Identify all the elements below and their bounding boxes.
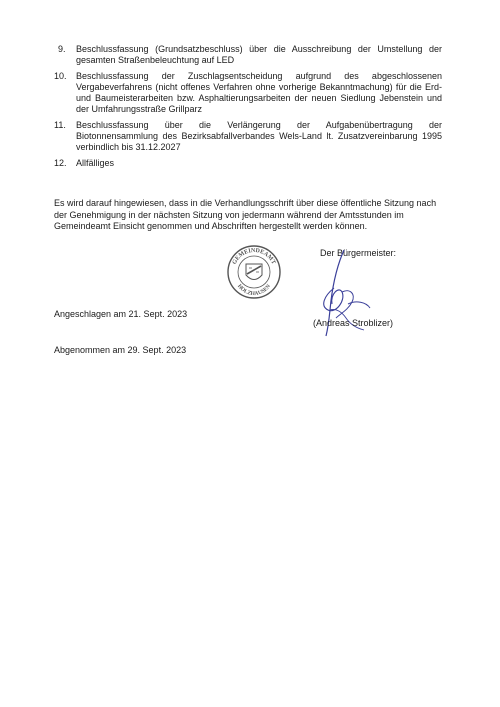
agenda-item xyxy=(54,71,442,115)
agenda-item-number: 9. xyxy=(58,44,66,54)
signatory-title: Der Bürgermeister: xyxy=(320,248,397,258)
svg-text:HOLZHAUSEN: HOLZHAUSEN xyxy=(236,283,272,298)
agenda-item-text: Beschlussfassung (Grundsatzbeschluss) über die Ausschreibung der Umstellung der gesamten Straßenbeleuchtung auf LED xyxy=(76,44,442,65)
agenda-item xyxy=(54,158,442,169)
agenda-item xyxy=(54,120,442,153)
signatory-name: (Andreas Stroblizer) xyxy=(313,318,394,328)
public-notice-text: Es wird darauf hingewiesen, dass in die Verhandlungsschrift über diese öffentliche Sitzung nach der Genehmigung in der nächsten Sitzung von jedermann während der Amtsstunden im Gemeindeamt Einsicht genommen und Abschriften hergestellt werden können. xyxy=(54,198,437,231)
agenda-item-text: Allfälliges xyxy=(76,158,115,168)
agenda-item-text: Beschlussfassung über die Verlängerung der Aufgabenübertragung der Biotonnensammlung des Bezirksabfallverbandes Wels-Land lt. Zusatzvereinbarung 1995 verbindlich bis 31.12.2027 xyxy=(76,120,442,152)
agenda-item-text: Beschlussfassung der Zuschlagsentscheidung aufgrund des abgeschlossenen Vergabeverfahrens (nicht offenes Verfahren ohne vorherige Bekanntmachung) für die Erd- und Baumeisterarbeiten bzw. Asphaltierungsarbeiten der neuen Siedlung Jebenstein und der Umfahrungsstraße Grillparz xyxy=(76,71,442,114)
agenda-item-number: 10. xyxy=(54,71,67,81)
municipal-seal-icon xyxy=(226,244,282,300)
removed-date: Abgenommen am 29. Sept. 2023 xyxy=(54,345,187,355)
svg-text:GEMEINDEAMT: GEMEINDEAMT xyxy=(231,247,277,266)
agenda-list xyxy=(54,44,442,174)
agenda-item-number: 12. xyxy=(54,158,67,168)
posted-date: Angeschlagen am 21. Sept. 2023 xyxy=(54,309,188,319)
agenda-item-number: 11. xyxy=(54,120,66,130)
agenda-item xyxy=(54,44,442,66)
